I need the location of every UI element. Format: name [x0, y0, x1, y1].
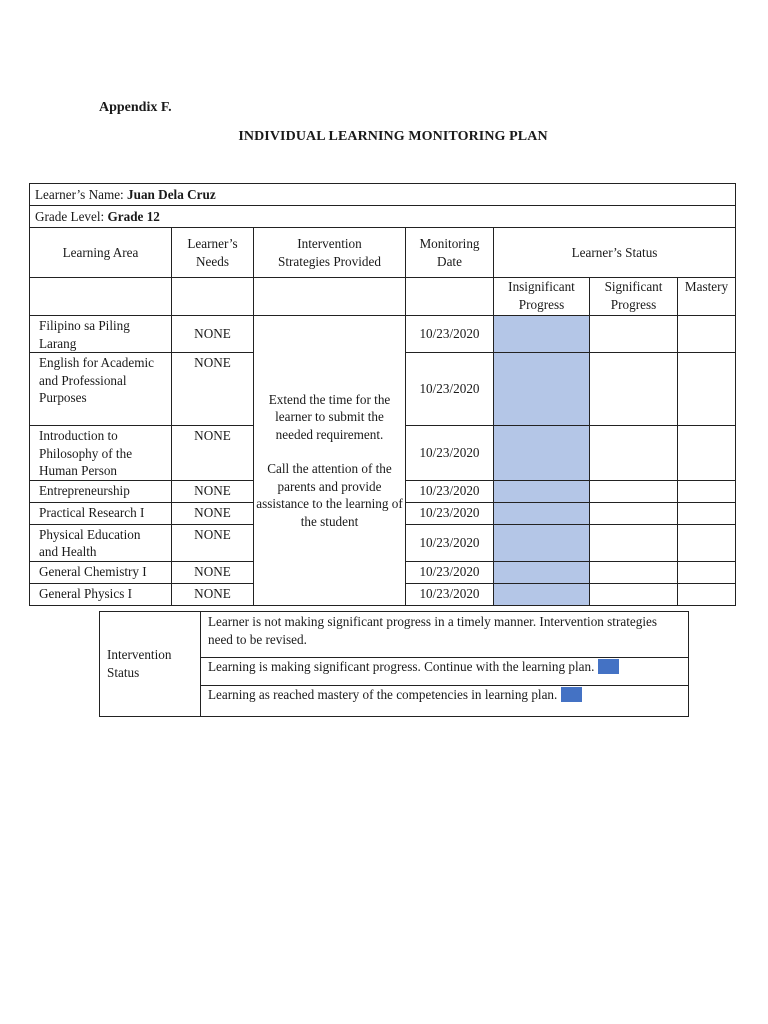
legend-label: Intervention Status: [100, 612, 201, 717]
mastery-swatch: [561, 687, 582, 702]
monitoring-date-cell: 10/23/2020: [406, 426, 494, 481]
grade-level-value: Grade 12: [107, 208, 160, 224]
status-significant-cell: [590, 316, 678, 353]
legend-significant-item: [201, 658, 689, 686]
document-title: INDIVIDUAL LEARNING MONITORING PLAN: [238, 129, 548, 144]
learners-needs-cell: NONE: [172, 426, 254, 481]
status-insignificant-cell: [494, 561, 590, 583]
header-mastery: Mastery: [678, 278, 736, 316]
learners-needs-cell: NONE: [172, 524, 254, 561]
status-insignificant-cell: [494, 502, 590, 524]
status-insignificant-cell: [494, 524, 590, 561]
table-row: [30, 316, 736, 353]
status-significant-cell: [590, 524, 678, 561]
status-mastery-cell: [678, 480, 736, 502]
header-intervention-strategies: Intervention Strategies Provided: [254, 228, 406, 278]
learners-needs-cell: NONE: [172, 583, 254, 605]
status-insignificant-cell: [494, 480, 590, 502]
status-mastery-cell: [678, 524, 736, 561]
monitoring-date-cell: 10/23/2020: [406, 316, 494, 353]
header-row: [30, 228, 736, 278]
status-mastery-cell: [678, 502, 736, 524]
learning-area-cell: Physical Education and Health: [30, 524, 172, 561]
status-significant-cell: [590, 561, 678, 583]
monitoring-date-cell: 10/23/2020: [406, 561, 494, 583]
status-insignificant-cell: [494, 316, 590, 353]
legend-row: [100, 612, 689, 658]
header-learning-area: Learning Area: [30, 228, 172, 278]
grade-level-row: [30, 206, 736, 228]
legend-significant-text: Learning is making significant progress. Continue with the learning plan.: [208, 659, 595, 674]
learners-needs-cell: NONE: [172, 561, 254, 583]
monitoring-date-cell: 10/23/2020: [406, 353, 494, 426]
legend-mastery-item: [201, 686, 689, 717]
status-significant-cell: [590, 426, 678, 481]
status-significant-cell: [590, 502, 678, 524]
status-mastery-cell: [678, 583, 736, 605]
learning-area-cell: Introduction to Philosophy of the Human Person: [30, 426, 172, 481]
learning-area-cell: Practical Research I: [30, 502, 172, 524]
learners-needs-cell: NONE: [172, 353, 254, 426]
header-monitoring-date: Monitoring Date: [406, 228, 494, 278]
subheader-row: [30, 278, 736, 316]
legend-mastery-text: Learning as reached mastery of the competencies in learning plan.: [208, 687, 558, 702]
intervention-status-legend: [99, 611, 689, 717]
status-insignificant-cell: [494, 426, 590, 481]
learning-area-cell: English for Academic and Professional Purposes: [30, 353, 172, 426]
learners-needs-cell: NONE: [172, 480, 254, 502]
status-significant-cell: [590, 480, 678, 502]
learners-needs-cell: NONE: [172, 502, 254, 524]
monitoring-date-cell: 10/23/2020: [406, 480, 494, 502]
learning-area-cell: Filipino sa Piling Larang: [30, 316, 172, 353]
monitoring-date-cell: 10/23/2020: [406, 524, 494, 561]
header-insignificant-progress: Insignificant Progress: [494, 278, 590, 316]
status-mastery-cell: [678, 316, 736, 353]
monitoring-table: [29, 183, 736, 606]
status-insignificant-cell: [494, 583, 590, 605]
intervention-strategies-cell: [254, 316, 406, 606]
learning-area-cell: General Physics I: [30, 583, 172, 605]
monitoring-date-cell: 10/23/2020: [406, 583, 494, 605]
significant-swatch: [598, 659, 619, 674]
status-significant-cell: [590, 353, 678, 426]
learner-name-label: Learner’s Name:: [35, 186, 124, 202]
learning-area-cell: Entrepreneurship: [30, 480, 172, 502]
status-significant-cell: [590, 583, 678, 605]
status-mastery-cell: [678, 353, 736, 426]
learner-name-value: Juan Dela Cruz: [127, 186, 216, 202]
status-mastery-cell: [678, 561, 736, 583]
legend-insignificant-text: Learner is not making significant progress in a timely manner. Intervention strategies need to be revised.: [201, 612, 689, 658]
status-insignificant-cell: [494, 353, 590, 426]
monitoring-date-cell: 10/23/2020: [406, 502, 494, 524]
header-learners-needs: Learner’s Needs: [172, 228, 254, 278]
grade-level-label: Grade Level:: [35, 208, 105, 224]
strategy-text-2: Call the attention of the parents and provide assistance to the learning of the student: [256, 461, 403, 529]
learning-area-cell: General Chemistry I: [30, 561, 172, 583]
learner-name-row: [30, 184, 736, 206]
learners-needs-cell: NONE: [172, 316, 254, 353]
header-learners-status: Learner’s Status: [494, 228, 736, 278]
header-significant-progress: Significant Progress: [590, 278, 678, 316]
appendix-label: Appendix F.: [99, 100, 172, 115]
status-mastery-cell: [678, 426, 736, 481]
strategy-text-1: Extend the time for the learner to submit the needed requirement.: [268, 391, 391, 442]
